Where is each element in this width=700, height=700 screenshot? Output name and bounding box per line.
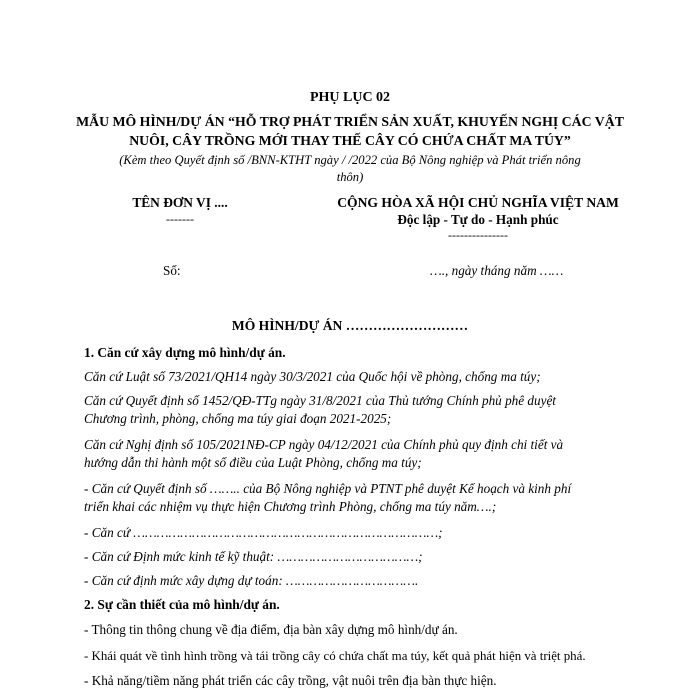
basis-line: Căn cứ Luật số 73/2021/QH14 ngày 30/3/2021 của Quốc hội về phòng, chống ma túy; (84, 369, 541, 384)
necessity-line: - Khái quát về tình hình trồng và tái trồng cây có chứa chất ma túy, kết quả phát hiện và triệt phá. (84, 649, 586, 663)
unit-dashes: ------- (166, 212, 194, 226)
basis-line: - Căn cứ định mức xây dựng dự toán: ……………………………. (84, 573, 419, 588)
attached-note-line-1: (Kèm theo Quyết định số /BNN-KTHT ngày / /2022 của Bộ Nông nghiệp và Phát triển nông (119, 153, 581, 167)
basis-line: Căn cứ Nghị định số 105/2021NĐ-CP ngày 04/12/2021 của Chính phủ quy định chi tiết và (84, 437, 564, 452)
section-2-title: 2. Sự cần thiết của mô hình/dự án. (84, 597, 280, 612)
basis-line: - Căn cứ Quyết định số …….. của Bộ Nông nghiệp và PTNT phê duyệt Kế hoạch và kinh phí (84, 481, 572, 496)
basis-line: - Căn cứ Định mức kinh tế kỹ thuật: ………………………………; (84, 549, 423, 564)
necessity-line: - Thông tin thông chung về địa điểm, địa bàn xây dựng mô hình/dự án. (84, 622, 458, 637)
necessity-line: - Khả năng/tiềm năng phát triển các cây trồng, vật nuôi trên địa bàn thực hiện. (84, 673, 497, 688)
project-title: MÔ HÌNH/DỰ ÁN ……………………… (231, 318, 469, 333)
section-1-title: 1. Căn cứ xây dựng mô hình/dự án. (84, 345, 286, 360)
republic-title: CỘNG HÒA XÃ HỘI CHỦ NGHĨA VIỆT NAM (337, 195, 619, 210)
date-line: …., ngày tháng năm …… (430, 263, 564, 278)
unit-name: TÊN ĐƠN VỊ .... (132, 195, 228, 210)
motto: Độc lập - Tự do - Hạnh phúc (397, 212, 559, 227)
basis-line: hướng dẫn thi hành một số điều của Luật Phòng, chống ma túy; (84, 455, 422, 470)
document-number-label: Số: (163, 263, 181, 278)
basis-line: - Căn cứ ……………………………………………………………………; (84, 525, 443, 540)
subtitle-line-2: NUÔI, CÂY TRỒNG MỚI THAY THẾ CÂY CÓ CHỨA CHẤT MA TÚY” (129, 133, 571, 148)
basis-line: Chương trình, phòng, chống ma túy giai đoạn 2021-2025; (84, 411, 392, 426)
subtitle-line-1: MẪU MÔ HÌNH/DỰ ÁN “HỖ TRỢ PHÁT TRIỂN SẢN XUẤT, KHUYẾN NGHỊ CÁC VẬT (76, 114, 624, 129)
appendix-title: PHỤ LỤC 02 (309, 90, 391, 105)
basis-line: triển khai các nhiệm vụ thực hiện Chương trình Phòng, chống ma túy năm….; (84, 499, 497, 514)
basis-line: Căn cứ Quyết định số 1452/QĐ-TTg ngày 31/8/2021 của Thủ tướng Chính phủ phê duyệt (84, 393, 556, 408)
attached-note-line-2: thôn) (336, 170, 364, 184)
motto-dashes: --------------- (448, 228, 508, 242)
